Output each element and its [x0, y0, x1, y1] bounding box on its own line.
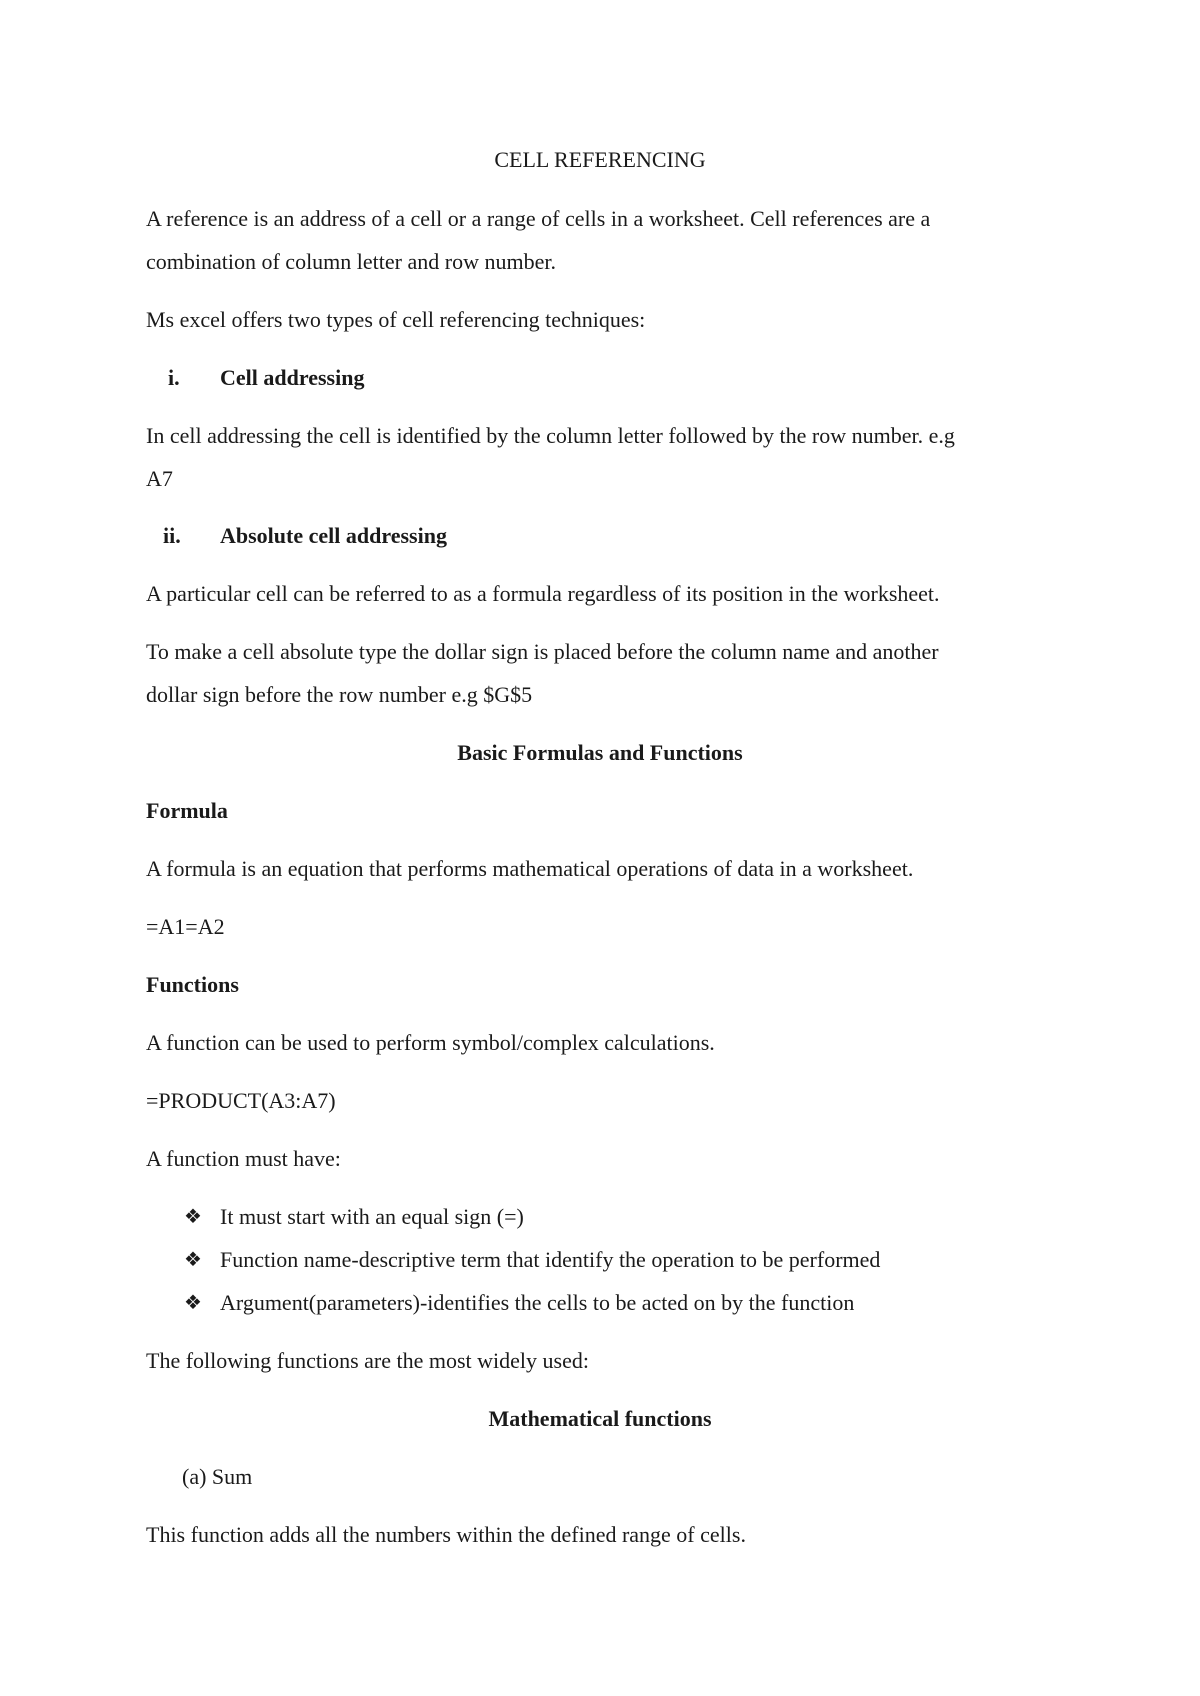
formula-heading: Formula: [146, 798, 228, 823]
types-intro: Ms excel offers two types of cell referencing techniques:: [146, 307, 646, 332]
item2-heading: Absolute cell addressing: [220, 523, 447, 548]
functions-text: A function can be used to perform symbol/complex calculations.: [146, 1030, 715, 1055]
item2-text2-line1: To make a cell absolute type the dollar sign is placed before the column name and another: [146, 639, 939, 664]
functions-heading: Functions: [146, 972, 239, 997]
functions-example: =PRODUCT(A3:A7): [146, 1088, 336, 1113]
item1-text-line1: In cell addressing the cell is identified by the column letter followed by the row number. e.g: [146, 423, 955, 448]
item1-heading: Cell addressing: [220, 365, 365, 390]
item1-number: i.: [168, 365, 180, 390]
diamond-bullet-icon: ❖: [184, 1249, 202, 1271]
diamond-bullet-icon: ❖: [184, 1206, 202, 1228]
bullet-item: It must start with an equal sign (=): [220, 1204, 524, 1229]
item2-text2-line2: dollar sign before the row number e.g $G$5: [146, 682, 533, 707]
bullet-item: Argument(parameters)-identifies the cells to be acted on by the function: [220, 1290, 855, 1315]
item2-text1: A particular cell can be referred to as a formula regardless of its position in the worksheet.: [146, 581, 940, 606]
widely-used-intro: The following functions are the most widely used:: [146, 1348, 589, 1373]
section-title: Basic Formulas and Functions: [457, 740, 743, 765]
formula-text: A formula is an equation that performs mathematical operations of data in a worksheet.: [146, 856, 914, 881]
math-functions-title: Mathematical functions: [488, 1406, 712, 1431]
sum-label: (a) Sum: [182, 1464, 253, 1489]
formula-example: =A1=A2: [146, 914, 225, 939]
page-title: CELL REFERENCING: [494, 147, 706, 172]
sum-text: This function adds all the numbers within the defined range of cells.: [146, 1522, 746, 1547]
item2-number: ii.: [163, 523, 181, 548]
bullet-item: Function name-descriptive term that identify the operation to be performed: [220, 1247, 881, 1272]
item1-text-line2: A7: [146, 466, 173, 491]
intro-paragraph-line1: A reference is an address of a cell or a range of cells in a worksheet. Cell references are a: [146, 206, 931, 231]
intro-paragraph-line2: combination of column letter and row number.: [146, 249, 556, 274]
diamond-bullet-icon: ❖: [184, 1292, 202, 1314]
must-have-intro: A function must have:: [146, 1146, 341, 1171]
